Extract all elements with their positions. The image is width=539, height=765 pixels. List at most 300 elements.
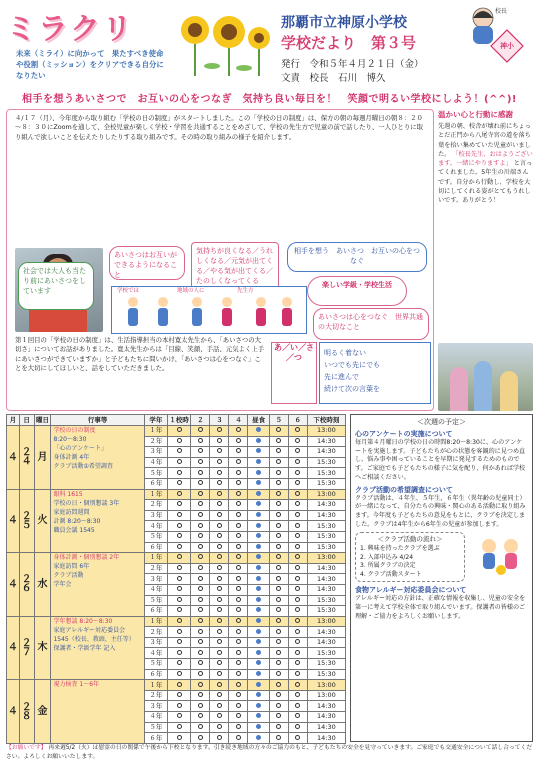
period-cell [248, 701, 269, 712]
period-cell [229, 606, 248, 617]
class-mark-icon [198, 713, 203, 718]
dismissal-time: 15:30 [307, 595, 345, 606]
class-mark-icon [217, 629, 222, 634]
period-cell [248, 627, 269, 638]
class-mark-icon [177, 491, 182, 496]
class-mark-icon [295, 703, 300, 708]
dismissal-time: 13:00 [307, 553, 345, 564]
period-cell [210, 616, 229, 627]
period-cell [191, 648, 210, 659]
period-cell [210, 680, 229, 691]
class-mark-icon [217, 671, 222, 676]
dismissal-time: 13:00 [307, 616, 345, 627]
weekday-cell: 月 [34, 426, 51, 490]
class-mark-icon [177, 639, 182, 644]
col-p4: ４ [229, 415, 248, 426]
period-cell [269, 531, 288, 542]
class-mark-icon [217, 523, 222, 528]
period-cell [167, 489, 190, 500]
period-cell [210, 669, 229, 680]
period-cell [167, 574, 190, 585]
footer-note [6, 744, 533, 764]
class-mark-icon [217, 480, 222, 485]
class-mark-icon [236, 724, 241, 729]
children-photo [438, 343, 533, 411]
class-mark-icon [276, 512, 281, 517]
period-cell [248, 478, 269, 489]
badge-text: 神小 [500, 42, 514, 50]
newsletter-title: 学校だより 第３号 [281, 34, 417, 52]
world-greeting-bubble: あいさつは心をつなぐ 世界共通の大切なこと [313, 308, 429, 340]
period-cell [288, 489, 307, 500]
class-mark-icon [177, 459, 182, 464]
period-cell [229, 616, 248, 627]
period-cell [191, 722, 210, 733]
class-mark-icon [276, 692, 281, 697]
grade-cell: ２年 [144, 563, 167, 574]
class-mark-icon [217, 470, 222, 475]
period-cell [269, 447, 288, 458]
class-mark-icon [236, 565, 241, 570]
period-cell [191, 457, 210, 468]
newsletter-logo: ミラクリ [6, 12, 134, 47]
period-cell [191, 680, 210, 691]
class-mark-icon [295, 523, 300, 528]
class-mark-icon [177, 565, 182, 570]
weekday-cell: 金 [34, 680, 51, 744]
class-mark-icon [236, 586, 241, 591]
class-mark-icon [295, 438, 300, 443]
class-mark-icon [295, 682, 300, 687]
period-cell [269, 606, 288, 617]
lunch-mark-icon [256, 523, 261, 528]
grade-cell: ４年 [144, 712, 167, 723]
schedule-header-row [7, 415, 346, 426]
period-cell [248, 489, 269, 500]
class-mark-icon [177, 682, 182, 687]
period-cell [288, 542, 307, 553]
grade-cell: ５年 [144, 722, 167, 733]
class-mark-icon [236, 682, 241, 687]
month-cell: ４ [7, 426, 20, 490]
class-mark-icon [198, 427, 203, 432]
period-cell [288, 616, 307, 627]
class-mark-icon [295, 713, 300, 718]
class-mark-icon [276, 607, 281, 612]
collage-label-3: 先生方 [237, 288, 254, 294]
period-cell [191, 563, 210, 574]
period-cell [191, 500, 210, 511]
period-cell [229, 510, 248, 521]
period-cell [210, 659, 229, 670]
event-item: 学校の日の制度 [53, 427, 96, 434]
class-mark-icon [236, 459, 241, 464]
class-mark-icon [276, 491, 281, 496]
period-cell [269, 563, 288, 574]
class-mark-icon [198, 501, 203, 506]
day-cell: ２５ [19, 489, 34, 553]
grade-cell: ５年 [144, 595, 167, 606]
grade-cell: ６年 [144, 542, 167, 553]
class-mark-icon [295, 554, 300, 559]
dismissal-time: 14:30 [307, 447, 345, 458]
class-mark-icon [217, 703, 222, 708]
class-mark-icon [295, 639, 300, 644]
class-mark-icon [236, 713, 241, 718]
class-mark-icon [198, 607, 203, 612]
event-item: 視力検査 1～6年 [53, 681, 100, 689]
class-mark-icon [198, 650, 203, 655]
class-mark-icon [295, 692, 300, 697]
footer-text: 再来週5/2（火）は慰霊の日の関係で午後から下校となります。引き続き地域の方々のご協力のもと、子どもたちの安全を見守っていきます。ご家庭でも交通安全について話し合ってください。よろしくお願いいたします。 [6, 745, 533, 760]
right-column-text [438, 122, 533, 206]
period-cell [229, 712, 248, 723]
class-mark-icon [276, 597, 281, 602]
class-mark-icon [276, 565, 281, 570]
grade-cell: ４年 [144, 521, 167, 532]
period-cell [229, 468, 248, 479]
period-cell [288, 712, 307, 723]
rc-text-pre: 先週の朝、校舎が壊れ前にちょっとだ正門から八尾寺宮の道を落ち葉を拾い集めていた児童がいました。 [438, 123, 531, 158]
event-item: 学年懇談 8:20～8:30 [53, 617, 113, 625]
class-mark-icon [217, 618, 222, 623]
class-mark-icon [177, 618, 182, 623]
dismissal-time: 13:00 [307, 680, 345, 691]
event-item: 1545（校長、教頭、主任等） [53, 635, 135, 643]
period-cell [229, 627, 248, 638]
slogan-banner: 相手を想うあいさつで お互いの心をつなぎ 気持ち良い毎日を！ 笑顔で明るい学校にしよう！(^^)! [22, 94, 517, 105]
class-mark-icon [236, 692, 241, 697]
schedule-row [7, 616, 346, 627]
period-cell [248, 584, 269, 595]
class-mark-icon [295, 597, 300, 602]
period-cell [288, 701, 307, 712]
grade-cell: ３年 [144, 637, 167, 648]
period-cell [248, 500, 269, 511]
club-activity-illustration-icon [473, 532, 529, 576]
heart-bubble: 相手を想う あいさつ お互いの心をつなぐ [287, 242, 427, 272]
period-cell [229, 595, 248, 606]
period-cell [191, 595, 210, 606]
period-cell [288, 510, 307, 521]
class-mark-icon [177, 629, 182, 634]
period-cell [210, 648, 229, 659]
period-cell [269, 468, 288, 479]
events-cell [51, 680, 144, 744]
dismissal-time: 15:30 [307, 457, 345, 468]
period-cell [210, 584, 229, 595]
schedule-row [7, 426, 346, 437]
note-text-1: 毎月第４月曜日の学校の日の時間8:20～8:30に、心のアンケートを実施します。子どもたちが心の状態を客観的に見つめ直し、悩み事や困っていることを早期に発見するためのものです。ご家庭でも子どもたちの様子に気を配り、何かあれば学校へご相談ください。 [355, 439, 526, 481]
class-mark-icon [276, 470, 281, 475]
author-line: 文責 校長 石川 博久 [281, 73, 386, 84]
period-cell [288, 521, 307, 532]
dismissal-time: 15:30 [307, 669, 345, 680]
class-mark-icon [276, 618, 281, 623]
club-flow-title: ＜クラブ活動の流れ＞ [377, 535, 443, 544]
dismissal-time: 14:30 [307, 701, 345, 712]
note-heading-1: 心のアンケートの実施について [355, 430, 453, 438]
period-cell [288, 531, 307, 542]
class-mark-icon [236, 470, 241, 475]
period-cell [229, 447, 248, 458]
period-cell [269, 489, 288, 500]
period-cell [269, 701, 288, 712]
class-mark-icon [177, 448, 182, 453]
period-cell [210, 510, 229, 521]
class-mark-icon [236, 671, 241, 676]
class-mark-icon [276, 480, 281, 485]
class-mark-icon [276, 703, 281, 708]
class-mark-icon [236, 533, 241, 538]
article-body: 第１回目の「学校の日の制度」は、生活指導担当の本村寛太先生から、「あいさつの大切さ」についてお話がありました。寛太先生からは「目線、笑顔、手話、元気よく上手にあいさつができていますか」と子どもたちに問いかけ、「あいさつは心をつなぐ」ことを大切にしてほしいと、話をしていただきました。 [15, 336, 265, 373]
issue-date: 発行 令和５年４月２１日（金） [281, 59, 424, 70]
class-mark-icon [198, 639, 203, 644]
grade-cell: ４年 [144, 584, 167, 595]
class-mark-icon [276, 671, 281, 676]
dismissal-time: 15:30 [307, 542, 345, 553]
lunch-mark-icon [256, 438, 261, 443]
period-cell [210, 426, 229, 437]
class-mark-icon [295, 512, 300, 517]
period-cell [269, 510, 288, 521]
period-cell [229, 500, 248, 511]
period-cell [167, 606, 190, 617]
class-mark-icon [276, 586, 281, 591]
col-p5: ５ [269, 415, 288, 426]
period-cell [248, 542, 269, 553]
period-cell [229, 457, 248, 468]
period-cell [269, 457, 288, 468]
dismissal-time: 13:00 [307, 426, 345, 437]
class-mark-icon [198, 629, 203, 634]
sunflower-illustration [166, 8, 276, 78]
grade-cell: ４年 [144, 648, 167, 659]
grade-cell: １年 [144, 553, 167, 564]
class-mark-icon [295, 607, 300, 612]
period-cell [269, 542, 288, 553]
period-cell [167, 669, 190, 680]
event-item: 学校の日・個別懇談 3年 [53, 499, 120, 507]
class-mark-icon [177, 692, 182, 697]
class-mark-icon [198, 576, 203, 581]
club-step: 2. 入部申込み 4/24 [360, 553, 414, 561]
event-item: 計測 8:20～8:30 [53, 517, 101, 525]
class-mark-icon [236, 660, 241, 665]
period-cell [269, 680, 288, 691]
period-cell [191, 436, 210, 447]
period-cell [229, 563, 248, 574]
dismissal-time: 15:30 [307, 531, 345, 542]
class-mark-icon [217, 735, 222, 740]
class-mark-icon [217, 427, 222, 432]
class-mark-icon [295, 491, 300, 496]
dismissal-time: 14:30 [307, 712, 345, 723]
lunch-mark-icon [256, 586, 261, 591]
class-mark-icon [236, 639, 241, 644]
period-cell [288, 669, 307, 680]
period-cell [229, 574, 248, 585]
greeting-collage [111, 286, 307, 334]
lunch-mark-icon [256, 597, 261, 602]
class-mark-icon [217, 491, 222, 496]
club-step: 3. 所属クラブの決定 [360, 562, 416, 570]
period-cell [269, 584, 288, 595]
class-mark-icon [177, 427, 182, 432]
lunch-mark-icon [256, 554, 261, 559]
period-cell [191, 510, 210, 521]
period-cell [210, 478, 229, 489]
period-cell [167, 712, 190, 723]
class-mark-icon [236, 438, 241, 443]
period-cell [167, 500, 190, 511]
lunch-mark-icon [256, 480, 261, 485]
class-mark-icon [276, 501, 281, 506]
class-mark-icon [217, 650, 222, 655]
class-mark-icon [217, 501, 222, 506]
class-mark-icon [236, 650, 241, 655]
class-mark-icon [236, 427, 241, 432]
class-mark-icon [295, 586, 300, 591]
period-cell [248, 595, 269, 606]
next-week-notes [350, 414, 533, 742]
dismissal-time: 15:30 [307, 468, 345, 479]
event-item: クラブ活動 [53, 572, 84, 580]
col-dismissal: 下校時刻 [307, 415, 345, 426]
weekday-cell: 火 [34, 489, 51, 553]
period-cell [288, 595, 307, 606]
period-cell [229, 690, 248, 701]
dismissal-time: 14:30 [307, 627, 345, 638]
period-cell [248, 436, 269, 447]
class-mark-icon [276, 724, 281, 729]
period-cell [248, 426, 269, 437]
day-cell: ２７ [19, 616, 34, 680]
period-cell [210, 436, 229, 447]
period-cell [269, 521, 288, 532]
period-cell [269, 722, 288, 733]
dismissal-time: 15:30 [307, 648, 345, 659]
class-mark-icon [177, 544, 182, 549]
period-cell [229, 733, 248, 744]
schedule-row [7, 553, 346, 564]
period-cell [288, 500, 307, 511]
col-weekday: 曜日 [36, 415, 49, 424]
period-cell [248, 722, 269, 733]
grade-cell: ２年 [144, 436, 167, 447]
grade-cell: １年 [144, 426, 167, 437]
footer-label: 【お願いです】 [6, 745, 47, 751]
dismissal-time: 14:30 [307, 733, 345, 744]
period-cell [167, 733, 190, 744]
period-cell [167, 426, 190, 437]
dismissal-time: 14:30 [307, 722, 345, 733]
period-cell [248, 616, 269, 627]
class-mark-icon [177, 703, 182, 708]
day-cell: ２８ [19, 680, 34, 744]
class-mark-icon [198, 586, 203, 591]
lunch-mark-icon [256, 724, 261, 729]
period-cell [229, 478, 248, 489]
class-mark-icon [198, 448, 203, 453]
lunch-mark-icon [256, 448, 261, 453]
period-cell [269, 648, 288, 659]
period-cell [210, 563, 229, 574]
class-mark-icon [295, 724, 300, 729]
class-mark-icon [198, 618, 203, 623]
period-cell [248, 680, 269, 691]
club-step: 4. クラブ活動スタート [360, 570, 422, 578]
class-mark-icon [198, 671, 203, 676]
class-mark-icon [236, 576, 241, 581]
period-cell [248, 457, 269, 468]
lunch-mark-icon [256, 544, 261, 549]
grade-cell: ２年 [144, 627, 167, 638]
period-cell [191, 637, 210, 648]
period-cell [210, 500, 229, 511]
grade-cell: １年 [144, 616, 167, 627]
period-cell [288, 584, 307, 595]
period-cell [191, 574, 210, 585]
period-cell [269, 637, 288, 648]
event-item: 保護者・学級学年 記入 [53, 644, 116, 652]
event-item: 身体計測・個別懇談 2年 [53, 554, 120, 562]
lunch-mark-icon [256, 470, 261, 475]
lunch-mark-icon [256, 427, 261, 432]
period-cell [210, 701, 229, 712]
period-cell [229, 553, 248, 564]
club-flow-box [355, 532, 465, 582]
class-mark-icon [236, 501, 241, 506]
month-cell: ４ [7, 553, 20, 617]
weekday-cell: 水 [34, 553, 51, 617]
notes-title: ＜次週の予定＞ [417, 418, 466, 426]
period-cell [167, 701, 190, 712]
aisatsu-line: 先に進んで [324, 373, 359, 381]
class-mark-icon [177, 554, 182, 559]
dismissal-time: 14:30 [307, 510, 345, 521]
lunch-mark-icon [256, 607, 261, 612]
class-mark-icon [177, 735, 182, 740]
period-cell [167, 468, 190, 479]
class-mark-icon [177, 512, 182, 517]
class-mark-icon [236, 512, 241, 517]
class-mark-icon [198, 597, 203, 602]
period-cell [269, 553, 288, 564]
class-mark-icon [295, 735, 300, 740]
class-mark-icon [198, 660, 203, 665]
period-cell [210, 521, 229, 532]
class-mark-icon [276, 735, 281, 740]
period-cell [167, 584, 190, 595]
class-mark-icon [198, 703, 203, 708]
period-cell [269, 426, 288, 437]
class-mark-icon [236, 544, 241, 549]
period-cell [191, 553, 210, 564]
feelings-list: 気持ちが良くなる／うれしくなる／元気が出てくる／やる気が出てくる／たのしくなってくる [191, 242, 279, 308]
class-mark-icon [177, 470, 182, 475]
period-cell [167, 457, 190, 468]
lunch-mark-icon [256, 639, 261, 644]
period-cell [210, 712, 229, 723]
note-text-2: クラブ活動は、４年生、５年生、６年生（異年齢の児童同士）が一緒になって、自分たちの興味・関心のある活動に取り組みます。今年度も子どもたちの意見をもとに、クラブを決定しました。クラブは4年生から6年生の児童が参加します。 [355, 494, 526, 528]
period-cell [269, 500, 288, 511]
happy-school-bubble: 楽しい学級・学校生活 [307, 276, 407, 306]
class-mark-icon [217, 438, 222, 443]
weekly-schedule-table [6, 414, 346, 744]
class-mark-icon [295, 650, 300, 655]
class-mark-icon [198, 512, 203, 517]
